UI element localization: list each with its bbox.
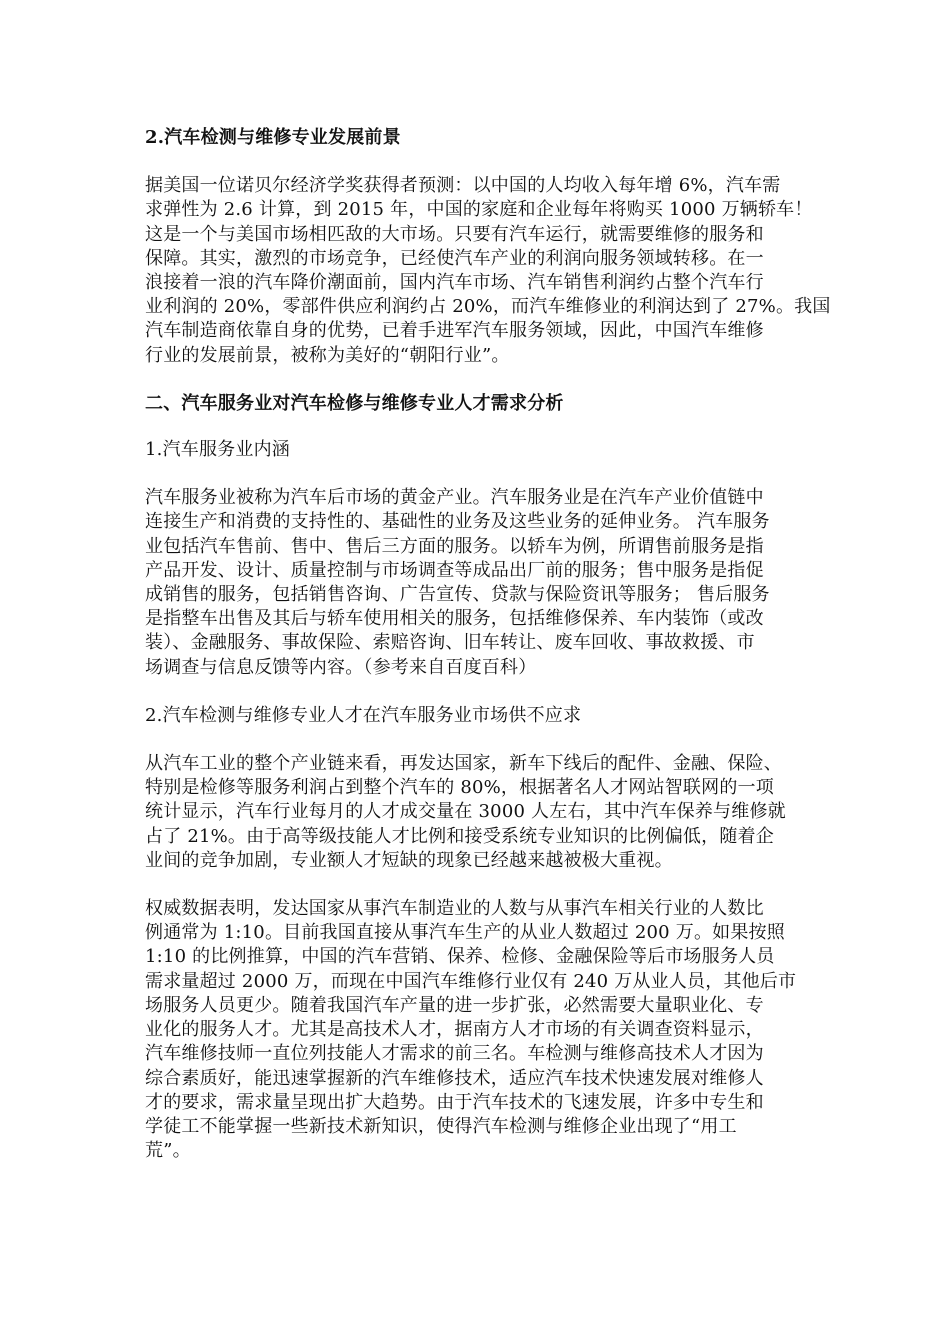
section-heading-auto-repair-prospects [145, 126, 813, 150]
text-line: 保障。其实，激烈的市场竞争，已经使汽车产业的利润向服务领域转移。在一 [145, 247, 764, 269]
text-line: 产品开发、设计、质量控制与市场调查等成品出厂前的服务；售中服务是指促 [145, 559, 764, 581]
paragraph-service-industry-definition [145, 486, 813, 680]
text-line: 汽车维修技师一直位列技能人才需求的前三名。车检测与维修高技术人才因为 [145, 1043, 764, 1065]
text-line: 综合素质好，能迅速掌握新的汽车维修技术，适应汽车技术快速发展对维修人 [145, 1067, 764, 1089]
subheading-talent-shortage [145, 704, 813, 728]
paragraph-authoritative-data [145, 897, 813, 1163]
text-line: 2.汽车检测与维修专业人才在汽车服务业市场供不应求 [145, 704, 582, 726]
text-line: 荒”。 [145, 1140, 191, 1162]
text-line: 求弹性为 2.6 计算，到 2015 年，中国的家庭和企业每年将购买 1000 万辆轿车！ [145, 199, 813, 221]
subheading-service-industry [145, 438, 813, 462]
text-line: 是指整车出售及其后与轿车使用相关的服务，包括维修保养、车内装饰（或改 [145, 608, 764, 630]
text-line: 业利润的 20%，零部件供应利润约占 20%，而汽车维修业的利润达到了 27%。我国 [145, 296, 831, 318]
text-line: 汽车制造商依靠自身的优势，已着手进军汽车服务领域，因此，中国汽车维修 [145, 320, 764, 342]
text-line: 特别是检修等服务利润占到整个汽车的 80%，根据著名人才网站智联网的一项 [145, 777, 774, 799]
text-line: 例通常为 1:10。目前我国直接从事汽车生产的从业人数超过 200 万。如果按照 [145, 922, 785, 944]
text-line: 需求量超过 2000 万，而现在中国汽车维修行业仅有 240 万从业人员，其他后市 [145, 970, 797, 992]
text-line: 汽车服务业被称为汽车后市场的黄金产业。汽车服务业是在汽车产业价值链中 [145, 487, 764, 509]
text-line: 业化的服务人才。尤其是高技术人才，据南方人才市场的有关调查资料显示， [145, 1019, 764, 1041]
document-page [145, 126, 831, 1163]
text-line: 学徒工不能掌握一些新技术新知识，使得汽车检测与维修企业出现了“用工 [145, 1115, 737, 1137]
text-line: 场服务人员更少。随着我国汽车产量的进一步扩张，必然需要大量职业化、专 [145, 994, 764, 1016]
text-line: 成销售的服务，包括销售咨询、广告宣传、贷款与保险资讯等服务； 售后服务 [145, 584, 770, 606]
text-line: 据美国一位诺贝尔经济学奖获得者预测：以中国的人均收入每年增 6%，汽车需 [145, 175, 781, 197]
text-line: 1:10 的比例推算，中国的汽车营销、保养、检修、金融保险等后市场服务人员 [145, 946, 775, 968]
text-line: 连接生产和消费的支持性的、基础性的业务及这些业务的延伸业务。 汽车服务 [145, 511, 770, 533]
paragraph-industry-chain [145, 752, 813, 873]
text-line: 占了 21%。由于高等级技能人才比例和接受系统专业知识的比例偏低，随着企 [145, 825, 774, 847]
text-line: 1.汽车服务业内涵 [145, 439, 290, 461]
text-line: 权威数据表明，发达国家从事汽车制造业的人数与从事汽车相关行业的人数比 [145, 898, 764, 920]
text-line: 浪接着一浪的汽车降价潮面前，国内汽车市场、汽车销售利润约占整个汽车行 [145, 272, 764, 294]
text-line: 装）、金融服务、事故保险、索赔咨询、旧车转让、废车回收、事故救援、市 [145, 632, 755, 654]
text-line: 这是一个与美国市场相匹敌的大市场。只要有汽车运行，就需要维修的服务和 [145, 223, 764, 245]
text-line: 行业的发展前景，被称为美好的“朝阳行业”。 [145, 344, 510, 366]
text-line: 业包括汽车售前、售中、售后三方面的服务。以轿车为例，所谓售前服务是指 [145, 535, 764, 557]
text-line: 才的要求，需求量呈现出扩大趋势。由于汽车技术的飞速发展，许多中专生和 [145, 1091, 764, 1113]
paragraph-market-forecast [145, 174, 831, 368]
text-line: 2.汽车检测与维修专业发展前景 [145, 127, 401, 148]
text-line: 从汽车工业的整个产业链来看，再发达国家，新车下线后的配件、金融、保险、 [145, 753, 782, 775]
section-heading-talent-demand [145, 392, 813, 416]
text-line: 业间的竞争加剧，专业额人才短缺的现象已经越来越被极大重视。 [145, 849, 673, 871]
text-line: 统计显示，汽车行业每月的人才成交量在 3000 人左右，其中汽车保养与维修就 [145, 801, 786, 823]
text-line: 场调查与信息反馈等内容。（参考来自百度百科） [145, 656, 537, 678]
text-line: 二、汽车服务业对汽车检修与维修专业人才需求分析 [145, 392, 564, 414]
